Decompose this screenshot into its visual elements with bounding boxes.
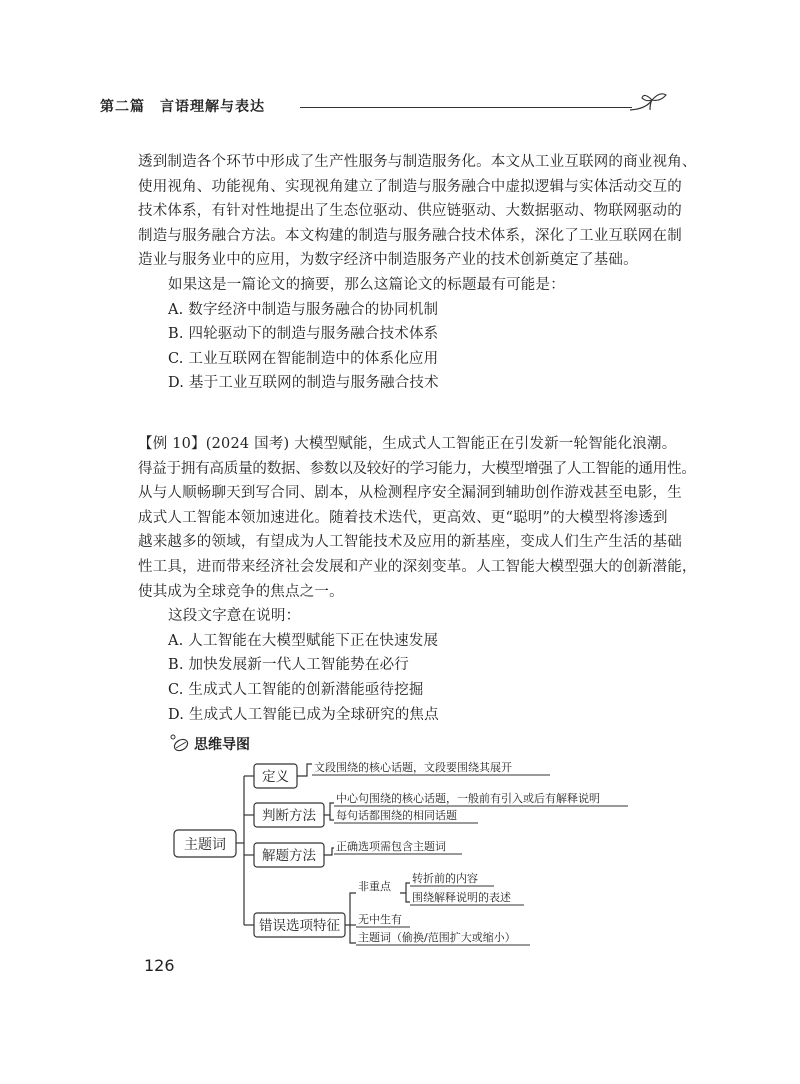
option-c: C. 生成式人工智能的创新潜能亟待挖掘 bbox=[168, 681, 424, 698]
example-line: 从与人顺畅聊天到写合同、剧本，从检测程序安全漏洞到辅助创作游戏甚至电影，生 bbox=[138, 485, 682, 502]
branch-note: 主题词（偷换/范围扩大或缩小） bbox=[358, 931, 516, 944]
mindmap-root: 主题词 bbox=[184, 837, 226, 853]
sub-branch-note: 围绕解释说明的表述 bbox=[412, 891, 511, 904]
example-line: 性工具，进而带来经济社会发展和产业的深刻变革。人工智能大模型强大的创新潜能， bbox=[138, 558, 697, 575]
option-a: A. 数字经济中制造与服务融合的协同机制 bbox=[168, 301, 439, 318]
mindmap-title: 思维导图 bbox=[194, 737, 250, 753]
example-line: 越来越多的领域，有望成为人工智能技术及应用的新基座，变成人们生产生活的基础 bbox=[138, 534, 682, 551]
option-b: B. 加快发展新一代人工智能势在必行 bbox=[168, 657, 409, 674]
question-prompt: 如果这是一篇论文的摘要，那么这篇论文的标题最有可能是： bbox=[168, 276, 565, 293]
passage-line: 造业与服务业中的应用，为数字经济中制造服务产业的技术创新奠定了基础。 bbox=[138, 252, 638, 269]
branch-note: 文段围绕的核心话题，文段要围绕其展开 bbox=[314, 761, 512, 774]
option-c: C. 工业互联网在智能制造中的体系化应用 bbox=[168, 350, 439, 367]
branch-label: 解题方法 bbox=[262, 848, 316, 864]
branch-label: 判断方法 bbox=[262, 808, 316, 824]
option-d: D. 基于工业互联网的制造与服务融合技术 bbox=[168, 375, 439, 392]
branch-note: 无中生有 bbox=[358, 913, 402, 926]
passage-line: 技术体系，有针对性地提出了生态位驱动、供应链驱动、大数据驱动、物联网驱动的 bbox=[138, 203, 682, 220]
example-line: 使其成为全球竞争的焦点之一。 bbox=[138, 583, 344, 600]
passage-line: 使用视角、功能视角、实现视角建立了制造与服务融合中虚拟逻辑与实体活动交互的 bbox=[138, 178, 682, 195]
option-d: D. 生成式人工智能已成为全球研究的焦点 bbox=[168, 706, 439, 723]
branch-note: 正确选项需包含主题词 bbox=[336, 840, 446, 853]
option-a: A. 人工智能在大模型赋能下正在快速发展 bbox=[168, 632, 439, 649]
sub-branch-label: 非重点 bbox=[358, 880, 391, 893]
branch-label: 定义 bbox=[262, 769, 289, 785]
passage-line: 透到制造各个环节中形成了生产性服务与制造服务化。本文从工业互联网的商业视角、 bbox=[138, 154, 697, 170]
passage-line: 制造与服务融合方法。本文构建的制造与服务融合技术体系，深化了工业互联网在制 bbox=[138, 227, 682, 244]
branch-label: 错误选项特征 bbox=[259, 918, 340, 934]
example-line: 成式人工智能本领加速进化。随着技术迭代，更高效、更“聪明”的大模型将渗透到 bbox=[138, 509, 668, 526]
question-prompt: 这段文字意在说明： bbox=[168, 608, 301, 625]
branch-note: 每句话都围绕的相同话题 bbox=[336, 809, 457, 822]
example-line: 【例 10】(2024 国考) 大模型赋能，生成式人工智能正在引发新一轮智能化浪潮。 bbox=[138, 436, 677, 452]
page-number: 126 bbox=[144, 956, 175, 975]
header-title: 第二篇 言语理解与表达 bbox=[100, 99, 265, 115]
option-b: B. 四轮驱动下的制造与服务融合技术体系 bbox=[168, 326, 439, 343]
sub-branch-note: 转折前的内容 bbox=[412, 872, 478, 885]
branch-note: 中心句围绕的核心话题，一般前有引入或后有解释说明 bbox=[336, 792, 600, 805]
example-line: 得益于拥有高质量的数据、参数以及较好的学习能力，大模型增强了人工智能的通用性。 bbox=[138, 460, 696, 477]
